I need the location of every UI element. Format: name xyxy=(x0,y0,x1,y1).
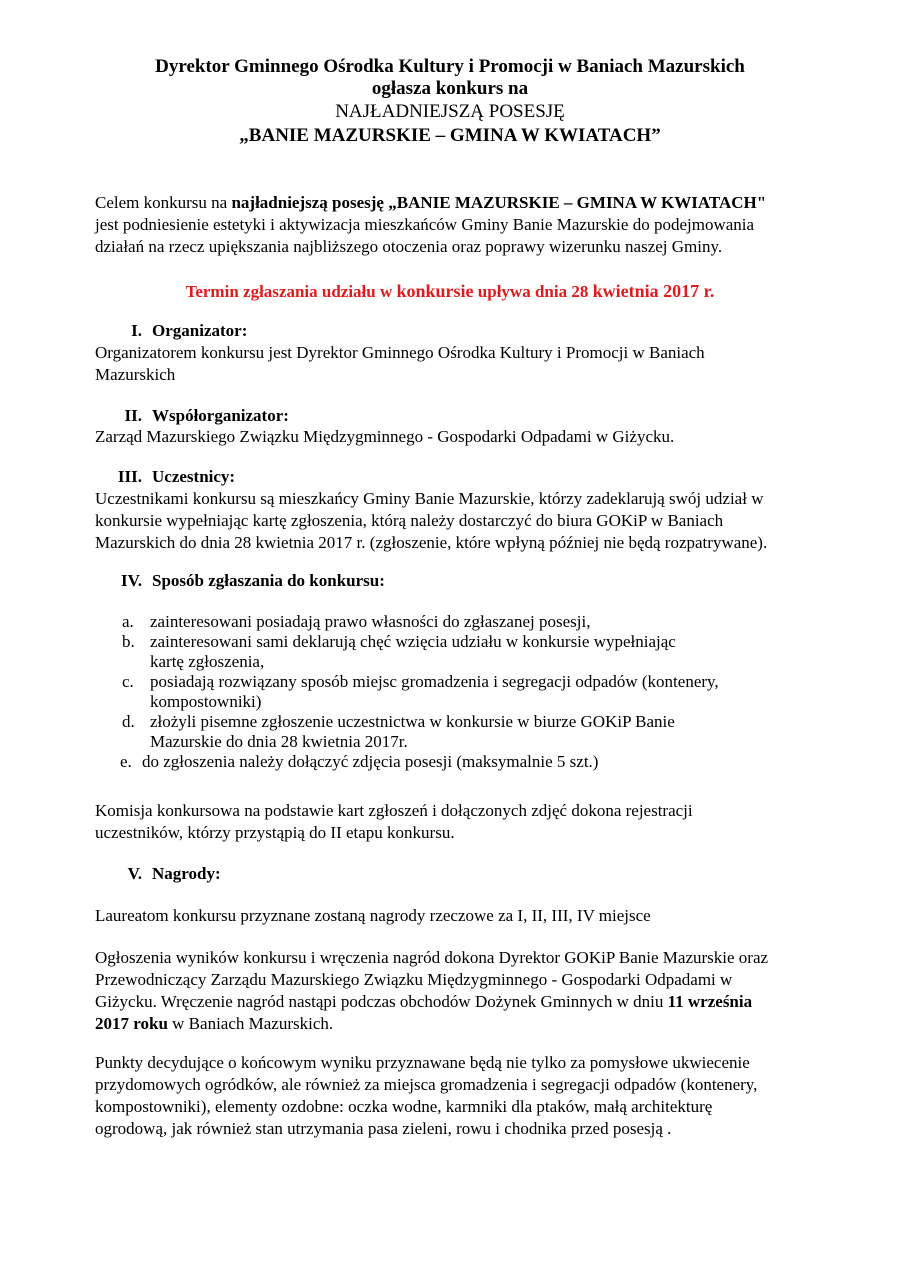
application-requirements-list xyxy=(122,612,822,772)
section-heading-coorganizer xyxy=(110,405,289,427)
deadline-part-2: konkursie xyxy=(396,281,474,301)
list-item xyxy=(122,632,822,672)
ceremony-line-3 xyxy=(95,991,830,1013)
organizer-line-1: Organizatorem konkursu jest Dyrektor Gminnego Ośrodka Kultury i Promocji w Baniach xyxy=(95,343,705,362)
header-line-contest-title: „BANIE MAZURSKIE – GMINA W KWIATACH” xyxy=(239,125,661,146)
list-item-line: do zgłoszenia należy dołączyć zdjęcia posesji (maksymalnie 5 szt.) xyxy=(142,752,599,771)
deadline-part-3: upływa dnia 28 xyxy=(473,282,593,301)
ceremony-date-bold: 11 września xyxy=(667,992,753,1011)
list-marker: c. xyxy=(122,672,134,691)
scoring-line-2: przydomowych ogródków, ale również za miejsca gromadzenia i segregacji odpadów (kontenery, xyxy=(95,1075,758,1094)
section-number: I. xyxy=(131,321,142,340)
committee-line-2: uczestników, którzy przystąpią do II etapu konkursu. xyxy=(95,823,455,842)
section-title: Współorganizator: xyxy=(152,406,289,425)
intro-line-3: działań na rzecz upiększania najbliższego otoczenia oraz poprawy wizerunku naszej Gminy. xyxy=(95,237,723,256)
deadline-part-1: Termin zgłaszania udziału w xyxy=(185,282,397,301)
ceremony-line-4 xyxy=(95,1013,830,1035)
deadline-part-4: kwietnia 2017 r. xyxy=(592,281,715,301)
prizes-paragraph xyxy=(95,905,830,927)
award-ceremony-paragraph xyxy=(95,947,830,1035)
intro-paragraph xyxy=(95,192,830,258)
section-heading-participants xyxy=(105,466,235,488)
intro-prefix: Celem konkursu na xyxy=(95,193,232,212)
coorganizer-paragraph xyxy=(95,426,830,448)
list-item-line: posiadają rozwiązany sposób miejsc gromadzenia i segregacji odpadów (kontenery, xyxy=(150,672,719,691)
list-marker: b. xyxy=(122,632,135,651)
scoring-line-3: kompostowniki), elementy ozdobne: oczka wodne, karmniki dla ptaków, małą architekturę xyxy=(95,1097,713,1116)
list-marker: d. xyxy=(122,712,135,731)
scoring-paragraph xyxy=(95,1052,830,1140)
participants-line-3: Mazurskich do dnia 28 kwietnia 2017 r. (zgłoszenie, które wpłyną później nie będą rozpatrywane). xyxy=(95,533,768,552)
section-title: Nagrody: xyxy=(152,864,221,883)
coorganizer-line-1: Zarząd Mazurskiego Związku Międzygminnego - Gospodarki Odpadami w Giżycku. xyxy=(95,427,675,446)
prizes-line: Laureatom konkursu przyznane zostaną nagrody rzeczowe za I, II, III, IV miejsce xyxy=(95,906,651,925)
section-number: IV. xyxy=(121,571,142,590)
section-title: Uczestnicy: xyxy=(152,467,236,486)
organizer-line-2: Mazurskich xyxy=(95,365,176,384)
list-marker: e. xyxy=(120,752,132,771)
header-line-announces: ogłasza konkurs na xyxy=(371,78,529,99)
ceremony-year-bold: 2017 roku xyxy=(95,1014,168,1033)
header-line-contest-name: NAJŁADNIEJSZĄ POSESJĘ xyxy=(335,101,565,122)
list-item xyxy=(122,612,822,632)
ceremony-line-2: Przewodniczący Zarządu Mazurskiego Związku Międzygminnego - Gospodarki Odpadami w xyxy=(95,970,733,989)
participants-line-2: konkursie wypełniając kartę zgłoszenia, którą należy dostarczyć do biura GOKiP w Baniach xyxy=(95,511,724,530)
list-item-line: zainteresowani posiadają prawo własności do zgłaszanej posesji, xyxy=(150,612,591,631)
intro-bold: najładniejszą posesję „BANIE MAZURSKIE – GMINA W KWIATACH" xyxy=(231,193,767,212)
section-number: V. xyxy=(127,864,142,883)
section-heading-application xyxy=(105,570,385,592)
list-item-line: kompostowniki) xyxy=(150,692,262,711)
section-heading-organizer xyxy=(110,320,247,342)
committee-paragraph xyxy=(95,800,830,844)
scoring-line-1: Punkty decydujące o końcowym wyniku przyznawane będą nie tylko za pomysłowe ukwiecenie xyxy=(95,1053,750,1072)
ceremony-line-1: Ogłoszenia wyników konkursu i wręczenia nagród dokona Dyrektor GOKiP Banie Mazurskie oraz xyxy=(95,948,769,967)
list-item xyxy=(120,752,822,772)
scoring-line-4: ogrodową, jak również stan utrzymania pasa zieleni, rowu i chodnika przed posesją . xyxy=(95,1119,672,1138)
organizer-paragraph xyxy=(95,342,830,386)
list-item xyxy=(122,672,822,712)
header-line-organizer: Dyrektor Gminnego Ośrodka Kultury i Promocji w Baniach Mazurskich xyxy=(155,56,745,77)
deadline-notice xyxy=(60,280,840,303)
intro-line-2: jest podniesienie estetyki i aktywizacja mieszkańców Gminy Banie Mazurskie do podejmowania xyxy=(95,215,755,234)
list-item-line: złożyli pisemne zgłoszenie uczestnictwa w konkursie w biurze GOKiP Banie xyxy=(150,712,675,731)
participants-line-1: Uczestnikami konkursu są mieszkańcy Gminy Banie Mazurskie, którzy zadeklarują swój udział w xyxy=(95,489,764,508)
list-marker: a. xyxy=(122,612,134,631)
list-item xyxy=(122,712,822,752)
ceremony-line-3-text: Giżycku. Wręczenie nagród nastąpi podczas obchodów Dożynek Gminnych w dniu xyxy=(95,992,668,1011)
list-item-line: kartę zgłoszenia, xyxy=(150,652,265,671)
document-header xyxy=(60,56,840,148)
section-title: Sposób zgłaszania do konkursu: xyxy=(152,571,385,590)
committee-line-1: Komisja konkursowa na podstawie kart zgłoszeń i dołączonych zdjęć dokona rejestracji xyxy=(95,801,693,820)
ceremony-line-4-text: w Baniach Mazurskich. xyxy=(167,1014,334,1033)
list-item-line: zainteresowani sami deklarują chęć wzięcia udziału w konkursie wypełniając xyxy=(150,632,676,651)
section-number: III. xyxy=(117,467,142,486)
section-title: Organizator: xyxy=(152,321,248,340)
participants-paragraph xyxy=(95,488,830,554)
section-number: II. xyxy=(124,406,142,425)
list-item-line: Mazurskie do dnia 28 kwietnia 2017r. xyxy=(150,732,408,751)
section-heading-prizes xyxy=(110,863,221,885)
